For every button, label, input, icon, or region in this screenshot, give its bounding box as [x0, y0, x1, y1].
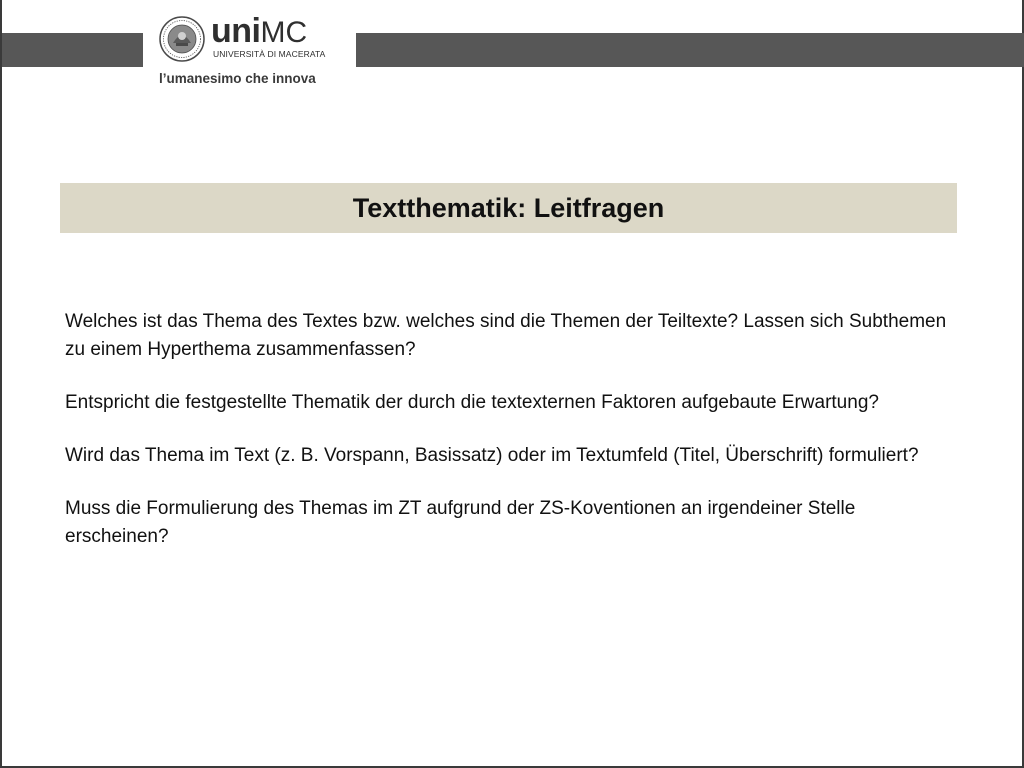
header-band-right: [356, 33, 1024, 67]
university-seal-icon: [159, 16, 205, 62]
header-band-left: [2, 33, 143, 67]
logo-subtitle: UNIVERSITÀ DI MACERATA: [213, 49, 326, 59]
logo-wordmark: [211, 14, 307, 48]
paragraph-1: Welches ist das Thema des Textes bzw. welches sind die Themen der Teiltexte? Lassen sich Subthemen zu einem Hyperthema zusammenfassen?: [65, 311, 947, 360]
paragraph-2: Entspricht die festgestellte Thematik der durch die textexternen Faktoren aufgebaute Erwartung?: [65, 392, 879, 413]
paragraph-4: Muss die Formulierung des Themas im ZT aufgrund der ZS-Koventionen an irgendeiner Stelle erscheinen?: [65, 498, 856, 547]
title-bar: [60, 183, 957, 233]
slide-title: Textthematik: Leitfragen: [352, 192, 665, 223]
paragraph-3: Wird das Thema im Text (z. B. Vorspann, Basissatz) oder im Textumfeld (Titel, Überschrift) formuliert?: [65, 445, 919, 466]
logo-wordmark-light: MC: [260, 16, 308, 49]
slide-body: [65, 308, 955, 576]
university-logo: [143, 0, 356, 92]
logo-wordmark-bold: uni: [211, 12, 261, 50]
tagline: l’umanesimo che innova: [159, 71, 316, 86]
